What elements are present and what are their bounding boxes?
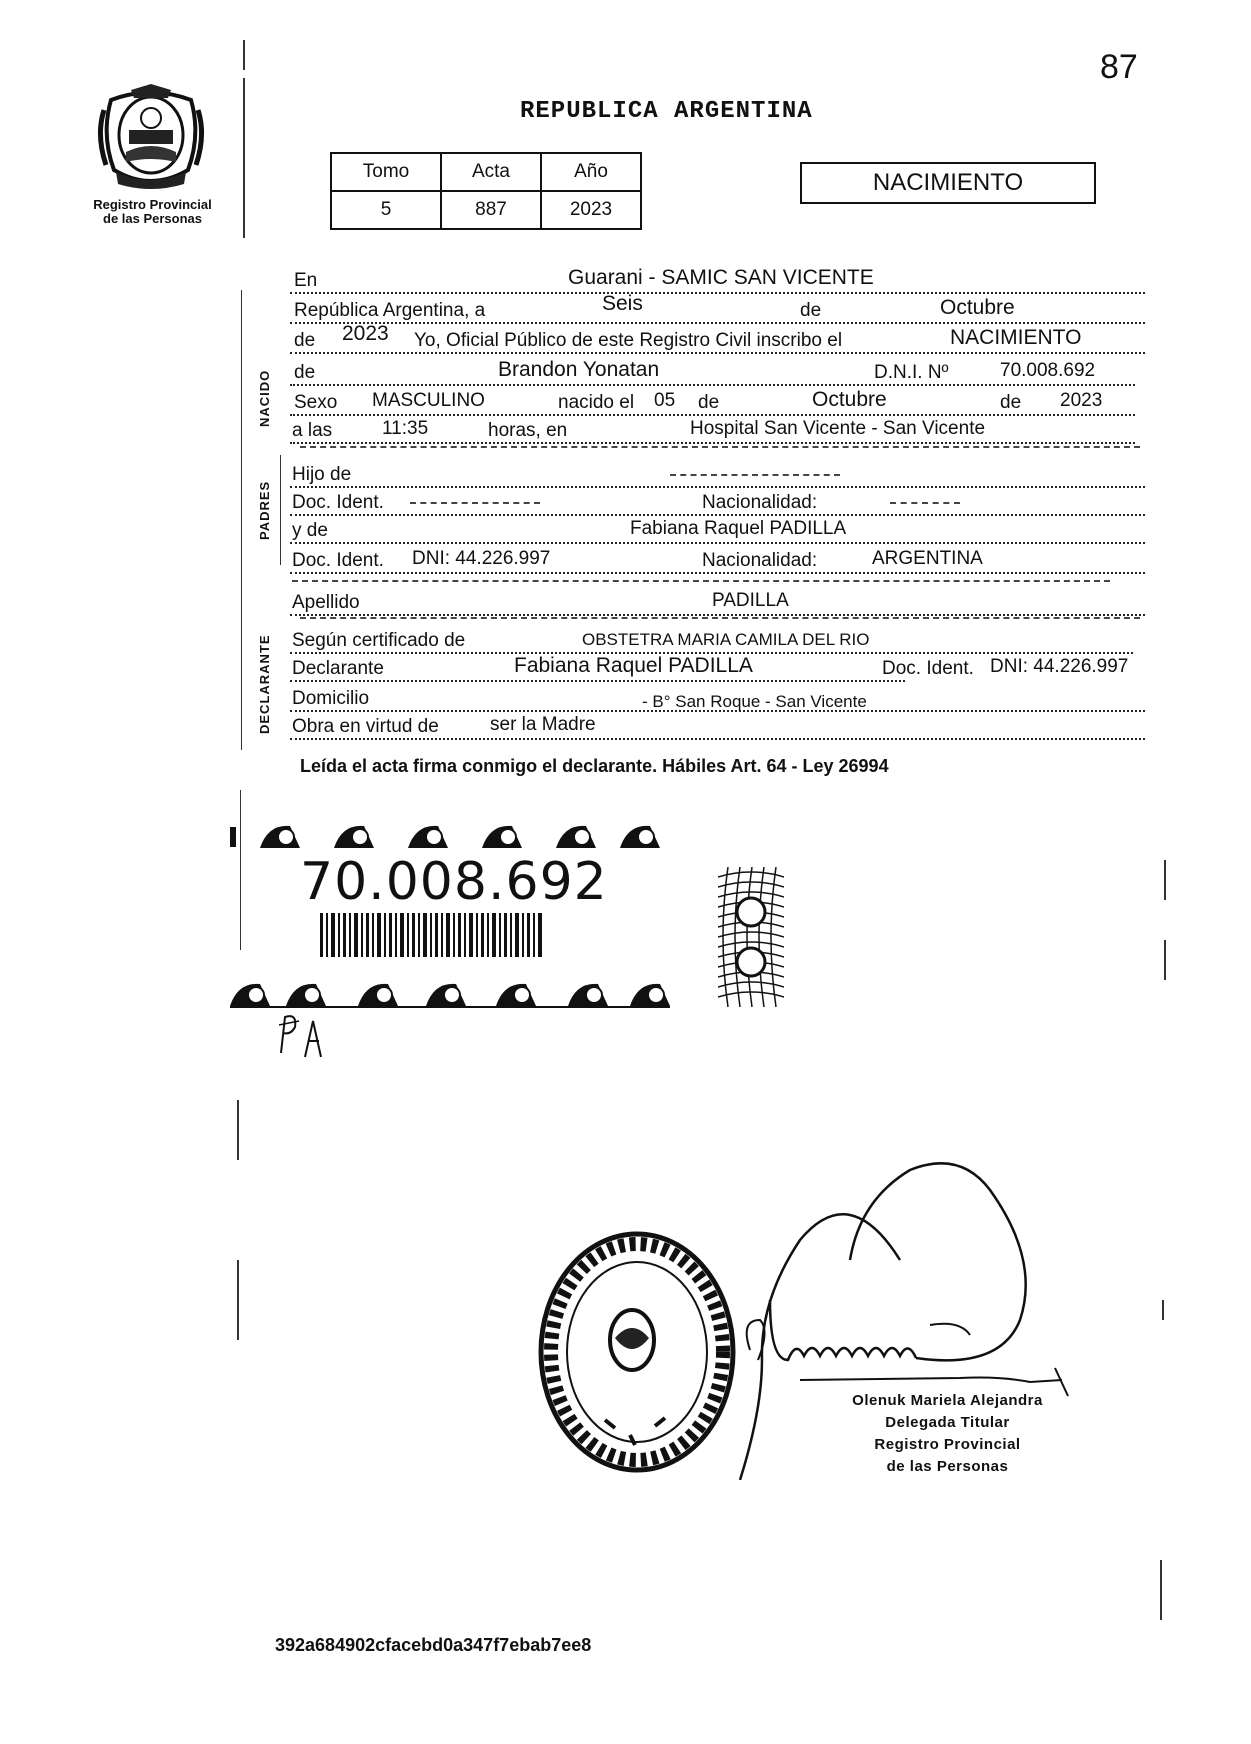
field-value-place: Guarani - SAMIC SAN VICENTE: [568, 266, 874, 289]
dashed-separator: [300, 446, 1140, 448]
barcode: [320, 913, 542, 957]
field-label: Doc. Ident.: [292, 550, 384, 571]
field-label: de: [698, 392, 720, 413]
margin-line: [241, 290, 242, 750]
form-row-en: [290, 268, 1145, 296]
handwritten-initials: [275, 1005, 335, 1065]
field-value-name: Brandon Yonatan: [498, 358, 660, 381]
dashed-separator: [292, 580, 1110, 582]
dotted-line: [290, 572, 1145, 574]
field-label: y de: [292, 520, 328, 541]
signatory-name: Olenuk Mariela Alejandra: [852, 1392, 1043, 1409]
dotted-line: [290, 514, 1145, 516]
registry-header: Tomo: [331, 153, 441, 191]
form-row-name: [290, 360, 1145, 388]
margin-line: [1164, 860, 1166, 900]
signatory-office: Registro Provincial: [874, 1436, 1021, 1453]
logo-caption-line: Registro Provincial: [93, 197, 212, 212]
margin-line: [1160, 1560, 1162, 1620]
registry-value: 2023: [541, 191, 641, 229]
field-label: Obra en virtud de: [292, 716, 439, 737]
dotted-line: [290, 352, 1145, 354]
registry-header: Acta: [441, 153, 541, 191]
form-row-year: [290, 322, 1145, 356]
section-label-declarante: DECLARANTE: [257, 634, 272, 734]
blank-dash: [670, 474, 840, 476]
security-hologram: [718, 867, 784, 1007]
section-label-nacido: NACIDO: [257, 369, 272, 427]
form-row-father: [290, 462, 1145, 490]
margin-line: [243, 40, 245, 70]
dotted-line: [290, 542, 1145, 544]
margin-line: [237, 1100, 239, 1160]
field-label: Declarante: [292, 658, 384, 679]
field-value-birth-year: 2023: [1060, 390, 1103, 411]
form-row-time: [290, 418, 1145, 446]
field-value-surname: PADILLA: [712, 590, 789, 611]
field-label: Doc. Ident.: [882, 658, 974, 679]
field-label: de: [294, 330, 316, 351]
dotted-line: [290, 486, 1145, 488]
field-value-time: 11:35: [382, 418, 429, 439]
margin-line: [1164, 940, 1166, 980]
field-value-mother-nationality: ARGENTINA: [872, 548, 983, 569]
registry-header-row: [331, 153, 641, 191]
field-label: Nacionalidad:: [702, 492, 818, 513]
registry-value-row: [331, 191, 641, 229]
dashed-separator: [300, 617, 1140, 619]
margin-line: [1162, 1300, 1164, 1320]
field-value-mother: Fabiana Raquel PADILLA: [630, 518, 847, 539]
field-label: Nacionalidad:: [702, 550, 818, 571]
form-row-date: [290, 292, 1145, 326]
field-value-certificate: OBSTETRA MARIA CAMILA DEL RIO: [582, 630, 870, 649]
registry-header: Año: [541, 153, 641, 191]
provincial-seal-logo: [96, 80, 206, 192]
section-label-padres: PADRES: [257, 480, 272, 540]
field-label: República Argentina, a: [294, 300, 486, 321]
act-type-box: NACIMIENTO: [800, 162, 1096, 204]
dotted-line: [290, 322, 1145, 324]
dotted-line: [290, 738, 1145, 740]
logo-caption: [70, 198, 235, 226]
form-row-reason: [290, 714, 1145, 742]
field-label: Apellido: [292, 592, 360, 613]
dotted-line: [290, 384, 1135, 386]
field-label: de: [294, 362, 316, 383]
dotted-line: [290, 680, 905, 682]
field-value-act: NACIMIENTO: [950, 326, 1082, 349]
signatory-role: Delegada Titular: [885, 1414, 1010, 1431]
blank-dash: [890, 502, 960, 504]
field-value-sex: MASCULINO: [372, 390, 485, 411]
field-value-dni: 70.008.692: [1000, 360, 1096, 381]
field-label: D.N.I. Nº: [874, 362, 949, 383]
field-value-declarant-doc: DNI: 44.226.997: [990, 656, 1129, 677]
form-row-address: [290, 686, 1145, 714]
field-label: Doc. Ident.: [292, 492, 384, 513]
field-label: Sexo: [294, 392, 338, 413]
legal-text: Leída el acta firma conmigo el declarante. Hábiles Art. 64 - Ley 26994: [300, 756, 889, 776]
registry-value: 887: [441, 191, 541, 229]
field-label: En: [294, 270, 318, 291]
field-label: de: [800, 300, 822, 321]
dotted-line: [290, 292, 1145, 294]
registry-table: [330, 152, 642, 230]
field-value-reason: ser la Madre: [490, 714, 596, 735]
margin-line: [240, 790, 241, 950]
field-label: de: [1000, 392, 1022, 413]
form-row-declarant: [290, 656, 1145, 684]
dni-large-number: 70.008.692: [300, 852, 608, 912]
field-value-mother-doc: DNI: 44.226.997: [412, 548, 551, 569]
registry-value: 5: [331, 191, 441, 229]
field-label: Hijo de: [292, 464, 352, 485]
blank-dash: [410, 502, 540, 504]
document-hash: 392a684902cfacebd0a347f7ebab7ee8: [275, 1635, 592, 1655]
field-value-declarant: Fabiana Raquel PADILLA: [514, 654, 753, 677]
field-label: Domicilio: [292, 688, 370, 709]
form-row-mother: [290, 518, 1145, 546]
dotted-line: [290, 414, 1135, 416]
logo-caption-line: de las Personas: [103, 211, 202, 226]
form-row-surname: [290, 590, 1145, 618]
field-value-month: Octubre: [940, 296, 1015, 319]
field-value-address: - B° San Roque - San Vicente: [642, 692, 867, 711]
field-label: a las: [292, 420, 333, 441]
page-number: 87: [1100, 48, 1138, 86]
signatory-block: [820, 1390, 1075, 1478]
form-row-certificate: [290, 628, 1145, 656]
field-value-day: Seis: [602, 292, 643, 315]
signatory-office: de las Personas: [886, 1458, 1009, 1475]
security-stripe-top: [230, 824, 670, 850]
field-value-birth-month: Octubre: [812, 388, 887, 411]
field-label: horas, en: [488, 420, 568, 441]
field-label: nacido el: [558, 392, 635, 413]
form-row-mother-doc: [290, 548, 1145, 576]
field-label: Yo, Oficial Público de este Registro Civil inscribo el: [414, 330, 843, 351]
margin-line: [237, 1260, 239, 1340]
document-title: REPUBLICA ARGENTINA: [520, 98, 813, 125]
field-value-year: 2023: [342, 322, 389, 345]
field-label: Según certificado de: [292, 630, 466, 651]
dotted-line: [290, 614, 1145, 616]
dotted-line: [290, 442, 1135, 444]
form-row-father-doc: [290, 490, 1145, 518]
field-value-birth-place: Hospital San Vicente - San Vicente: [690, 418, 986, 439]
field-value-birth-day: 05: [654, 390, 676, 411]
margin-line: [280, 455, 281, 565]
form-row-sex: [290, 390, 1145, 418]
margin-line: [243, 78, 245, 238]
